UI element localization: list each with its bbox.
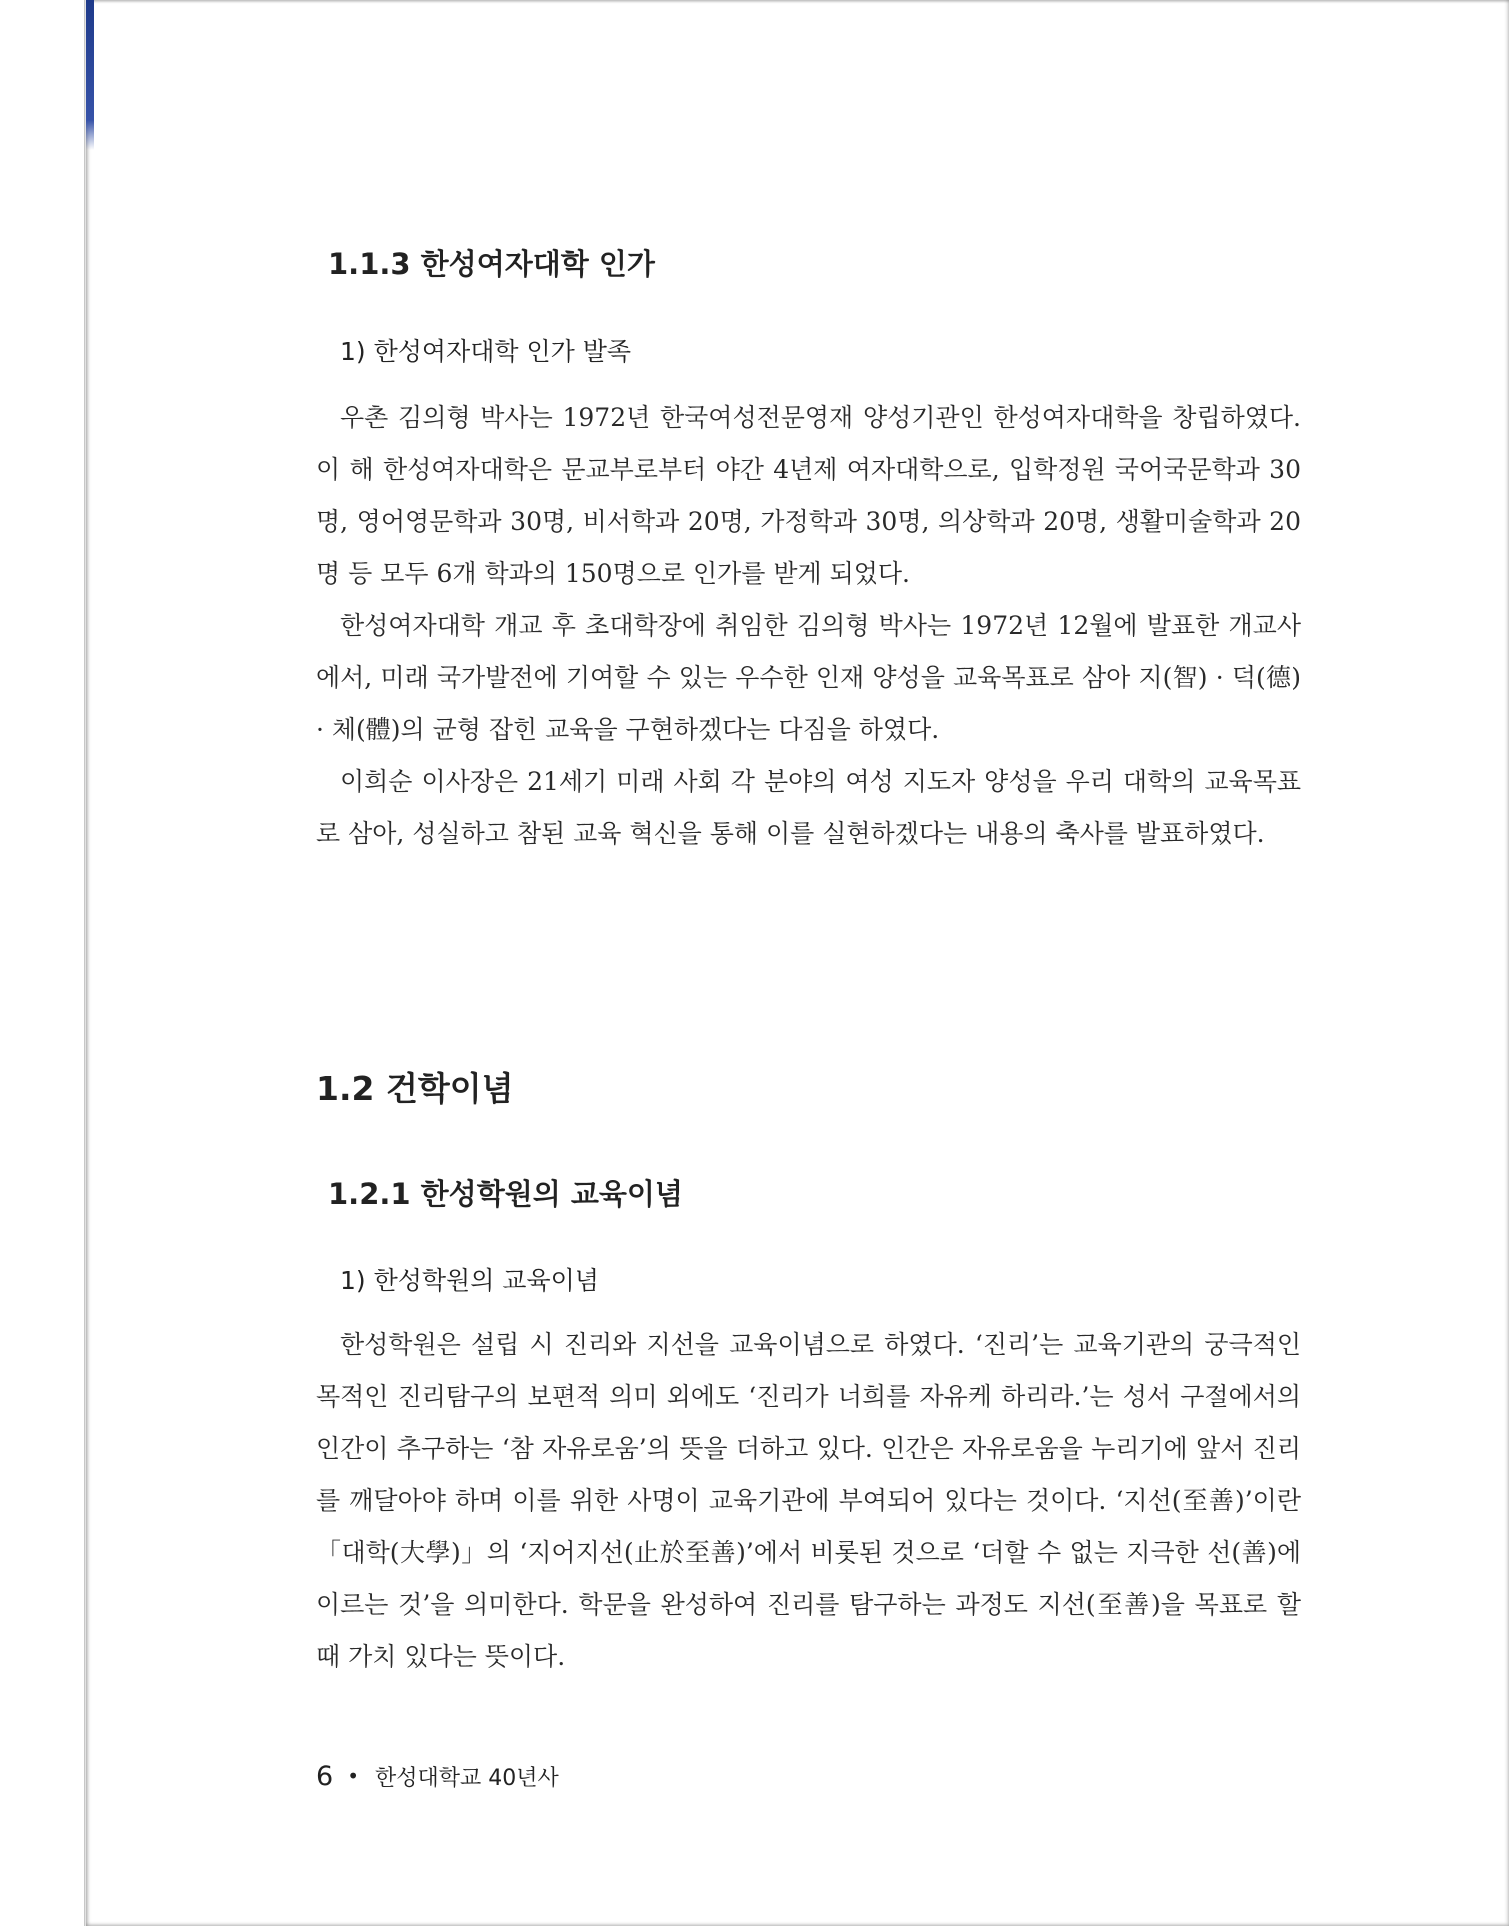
footer-bullet: • [347,1764,359,1788]
paragraph-1: 우촌 김의형 박사는 1972년 한국여성전문영재 양성기관인 한성여자대학을 창립하였다. 이 해 한성여자대학은 문교부로부터 야간 4년제 여자대학으로, 입학정원 국어국문학과 30명, 영어영문학과 30명, 비서학과 20명, 가정학과 30명, 의상학과 20명, 생활미술학과 20명 등 모두 6개 학과의 150명으로 인가를 받게 되었다. [316,403,1301,588]
paragraph-4: 한성학원은 설립 시 진리와 지선을 교육이념으로 하였다. ‘진리’는 교육기관의 궁극적인 목적인 진리탐구의 보편적 의미 외에도 ‘진리가 너희를 자유케 하리라.’는 성서 구절에서의 인간이 추구하는 ‘참 자유로움’의 뜻을 더하고 있다. 인간은 자유로움을 누리기에 앞서 진리를 깨달아야 하며 이를 위한 사명이 교육기관에 부여되어 있다는 것이다. ‘지선(至善)’이란 「대학(大學)」의 ‘지어지선(止於至善)’에서 비롯된 것으로 ‘더할 수 없는 지극한 선(善)에 이르는 것’을 의미한다. 학문을 완성하여 진리를 탐구하는 과정도 지선(至善)을 목표로 할 때 가치 있다는 뜻이다. [316,1330,1301,1671]
subsection-heading-2: 1) 한성학원의 교육이념 [340,1266,599,1295]
book-title: 한성대학교 40년사 [374,1766,559,1791]
page-footer [316,1761,559,1792]
section-heading-1-1-3: 1.1.3 한성여자대학 인가 [328,247,655,281]
subsection-heading-1: 1) 한성여자대학 인가 발족 [340,337,632,366]
spine-color-strip [86,0,94,150]
page-number: 6 [316,1761,334,1792]
section-heading-1-2: 1.2 건학이념 [316,1069,514,1108]
paragraph-2: 한성여자대학 개교 후 초대학장에 취임한 김의형 박사는 1972년 12월에 발표한 개교사에서, 미래 국가발전에 기여할 수 있는 우수한 인재 양성을 교육목표로 삼아 지(智) · 덕(德) · 체(體)의 균형 잡힌 교육을 구현하겠다는 다짐을 하였다. [316,611,1301,744]
section-heading-1-2-1: 1.2.1 한성학원의 교육이념 [328,1177,683,1211]
paragraph-3: 이희순 이사장은 21세기 미래 사회 각 분야의 여성 지도자 양성을 우리 대학의 교육목표로 삼아, 성실하고 참된 교육 혁신을 통해 이를 실현하겠다는 내용의 축사를 발표하였다. [316,767,1301,848]
